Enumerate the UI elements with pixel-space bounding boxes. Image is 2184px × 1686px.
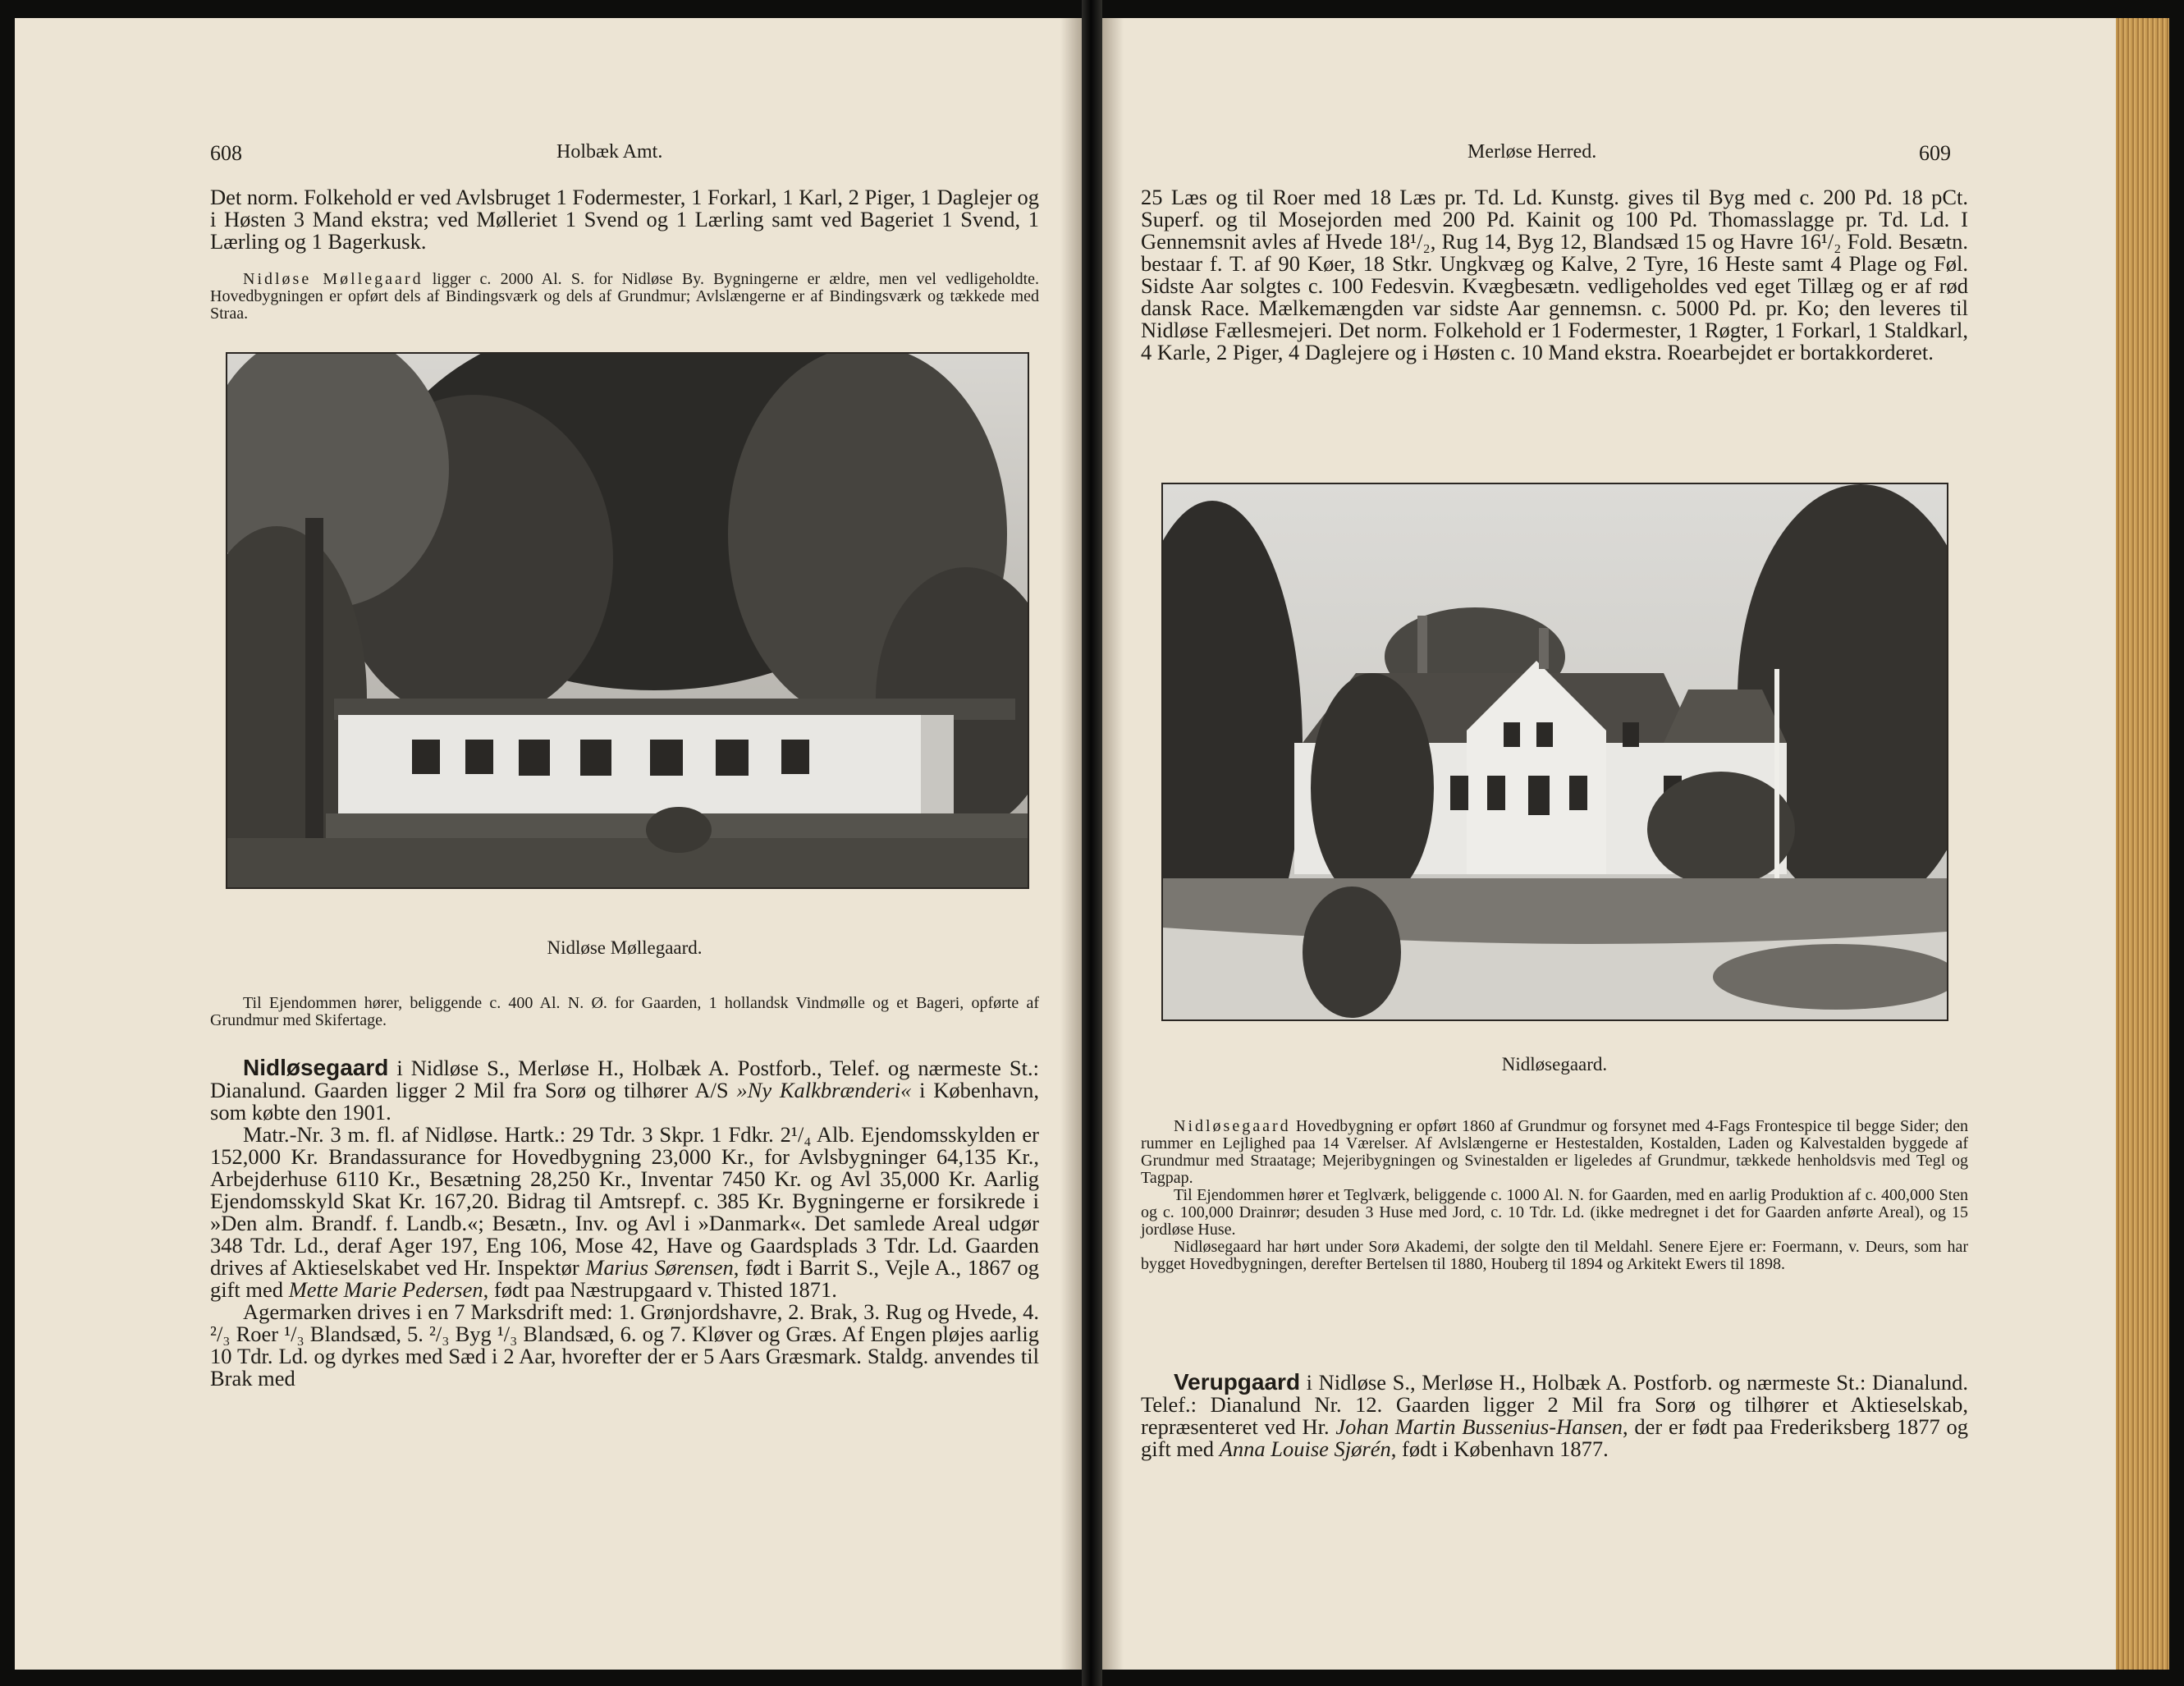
entry-nidlosegaard: Nidløsegaard i Nidløse S., Merløse H., Holbæk A. Postforb., Telef. og nærmeste St.: Dianalund. Gaarden ligger 2 Mil fra Sorø og tilhører A/S »Ny Kalkbrænderi« i København, som købte den 1901. Matr.-Nr. 3 m. fl. af Nidløse. Hartk.: 29 Tdr. 3 Skpr. 1 Fdkr. 2¹/₄ Alb. Ejendomsskylden er 152,000 Kr. Brandassurance for Hovedbygning 23,000 Kr., for Avlsbygninger 64,135 Kr., Arbejderhuse 6110 Kr., Besætning 28,250 Kr., Inventar 7450 Kr. og Avl 35,000 Kr. Aarlig Ejendomsskyld Skat Kr. 167,20. Bidrag til Amtsrepf. c. 385 Kr. Bygningerne er forsikrede i »Den alm. Brandf. f. Landb.«; Besætn., Inv. og Avl i »Danmark«. Det samlede Areal udgør 348 Tdr. Ld., deraf Ager 197, Eng 106, Mose 42, Have og Gaardsplads 3 Tdr. Ld. Gaarden drives af Aktieselskabet ved Hr. Inspektør Marius Sørensen, født i Barrit S., Vejle A., 1867 og gift med Mette Marie Pedersen, født paa Næstrupgaard v. Thisted 1871. Agermarken drives i en 7 Marksdrift med: 1. Grønjordshavre, 2. Brak, 3. Rug og Hvede, 4. ²/₃ Roer ¹/₃ Blandsæd, 5. ²/₃ Byg ¹/₃ Blandsæd, 6. og 7. Kløver og Græs. Af Engen pløjes aarlig 10 Tdr. Ld. og dyrkes med Sæd i 2 Aar, hvorefter der er 5 Aars Græsmark. Staldg. anvendes til Brak med — [210, 1055, 1040, 1390]
entry-title: Verupgaard — [1174, 1369, 1301, 1395]
entry-verupgaard: Verupgaard i Nidløse S., Merløse H., Holbæk A. Postforb. og nærmeste St.: Dianalund. Telef.: Dianalund Nr. 12. Gaarden ligger 2 Mil fra Sorø og tilhører et Aktieselskab, repræsenteret ved Hr. Johan Martin Bussenius-Hansen, der er født paa Frederiksberg 1877 og gift med Anna Louise Sjørén, født i København 1877. — [1141, 1369, 1968, 1461]
continuation-text: 25 Læs og til Roer med 18 Læs pr. Td. Ld. Kunstg. gives til Byg med c. 200 Pd. 18 pCt. Superf. og til Mosejorden med 200 Pd. Kainit og 100 Pd. Thomasslagge pr. Td. Ld. I Gennemsnit avles af Hvede 18¹/₂, Rug 14, Byg 12, Blandsæd 15 og Havre 16¹/₂ Fold. Besætn. bestaar f. T. af 90 Køer, 18 Stkr. Ungkvæg og Kalve, 2 Tyre, 16 Heste samt 4 Plage og Føl. Sidste Aar solgtes c. 100 Fedesvin. Kvægbesætn. vedligeholdes ved eget Tillæg og er af rød dansk Race. Mælkemængden var sidste Aar gennemsn. c. 5000 Pd. pr. Ko; den leveres til Nidløse Fællesmejeri. Det norm. Folkehold er 1 Fodermester, 1 Røgter, 1 Forkarl, 1 Staldkarl, 4 Karle, 2 Piger, 4 Daglejere og i Høsten c. 10 Mand ekstra. Roearbejdet er bortakkorderet. — [1141, 185, 1968, 364]
property-note: Til Ejendommen hører, beliggende c. 400 Al. N. Ø. for Gaarden, 1 hollandsk Vindmølle og et Bageri, opførte af Grundmur med Skifertage. — [210, 994, 1039, 1029]
left-page — [15, 18, 1082, 1670]
right-page — [1102, 18, 2169, 1670]
photo-nidlosegaard — [1161, 483, 1948, 1021]
page-number: 608 — [210, 141, 242, 165]
running-head: Holbæk Amt. — [556, 141, 663, 163]
building-notes: Nidløsegaard Hovedbygning er opført 1860 af Grundmur og forsynet med 4-Fags Frontespice til begge Sider; den rummer en Lejlighed paa 14 Værelser. Af Avlslængerne er Hestestalden, Kostalden, Laden og Kalvestalden byggede af Grundmur med Straatage; Mejeribygningen og Svinestalden er ligeledes af Grundmur, tækkede henholdsvis med Tegl og Tagpap. Til Ejendommen hører et Teglværk, beliggende c. 1000 Al. N. for Gaarden, med en aarlig Produktion af c. 400,000 Sten og c. 100,000 Drainrør; desuden 3 Huse med Jord, c. 10 Tdr. Ld. (ikke medregnet i det for Gaarden anførte Areal), og 15 jordløse Huse. Nidløsegaard har hørt under Sorø Akademi, der solgte den til Meldahl. Senere Ejere er: Foermann, v. Deurs, som har bygget Hovedbygningen, derefter Bertelsen til 1880, Houberg til 1894 og Arkitekt Ewers til 1898. — [1141, 1117, 1968, 1273]
building-note: Nidløse Møllegaard ligger c. 2000 Al. S. for Nidløse By. Bygningerne er ældre, men vel vedligeholdte. Hovedbygningen er opført dels af Bindingsværk og dels af Grundmur; Avlslængerne er af Bindingsværk og tækkede med Straa. — [210, 270, 1039, 323]
running-head: Merløse Herred. — [1467, 141, 1597, 163]
page-edge — [2116, 18, 2169, 1670]
photo-caption: Nidløse Møllegaard. — [547, 937, 703, 958]
page-number: 609 — [1919, 141, 1951, 165]
book-gutter — [1082, 0, 1102, 1686]
photo-nidlose-mollegaard — [226, 352, 1029, 889]
photo-caption: Nidløsegaard. — [1501, 1054, 1608, 1074]
entry-title: Nidløsegaard — [243, 1055, 389, 1080]
continuation-text: Det norm. Folkehold er ved Avlsbruget 1 Fodermester, 1 Forkarl, 1 Karl, 2 Piger, 1 Daglejer og i Høsten 3 Mand ekstra; ved Mølleriet 1 Svend og 1 Lærling samt ved Bageriet 1 Svend, 1 Lærling og 1 Bagerkusk. — [210, 185, 1039, 254]
